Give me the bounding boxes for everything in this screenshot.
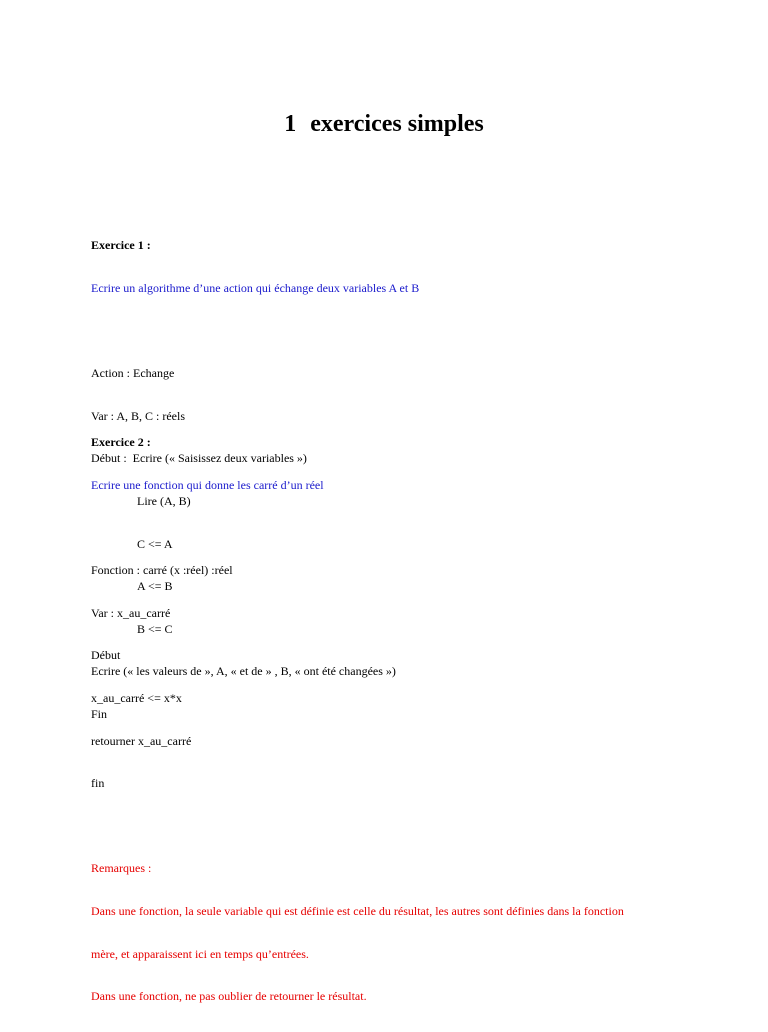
code-line: x_au_carré <= x*x [91,690,182,705]
code-line: Var : A, B, C : réels [91,408,185,423]
code-line: Ecrire (« les valeurs de », A, « et de » , B, « ont été changées ») [91,664,396,679]
exercise-1-statement: Ecrire un algorithme d’une action qui échange deux variables A et B [91,281,420,295]
remark-text: Dans une fonction, ne pas oublier de retourner le résultat. [91,989,367,1004]
remark-text: Dans une fonction, la seule variable qui est définie est celle du résultat, les autres sont définies dans la fonction [91,903,624,918]
code-line: B <= C [137,621,173,636]
code-line: Lire (A, B) [137,493,191,508]
code-line: A <= B [137,579,173,594]
title-number: 1 [284,111,297,137]
code-line: fin [91,776,105,791]
page-title [0,109,768,139]
code-line: Fonction : carré (x :réel) :réel [91,563,233,578]
code-line: Var : x_au_carré [91,605,171,620]
exercise-1-heading: Exercice 1 : [91,238,151,253]
code-line: C <= A [137,536,173,551]
remark-text: mère, et apparaissent ici en temps qu’entrées. [91,946,309,961]
code-line: Début : Ecrire (« Saisissez deux variables ») [91,451,307,466]
code-line: retourner x_au_carré [91,733,192,748]
title-text: exercices simples [310,111,484,137]
code-line: Action : Echange [91,366,175,381]
remarks-heading: Remarques : [91,861,152,876]
exercise-2-statement: Ecrire une fonction qui donne les carré d’un réel [91,478,324,492]
code-line: Début [91,648,121,663]
exercise-2-heading: Exercice 2 : [91,435,151,450]
code-line: Fin [91,706,108,721]
exercise-2 [91,407,624,1032]
